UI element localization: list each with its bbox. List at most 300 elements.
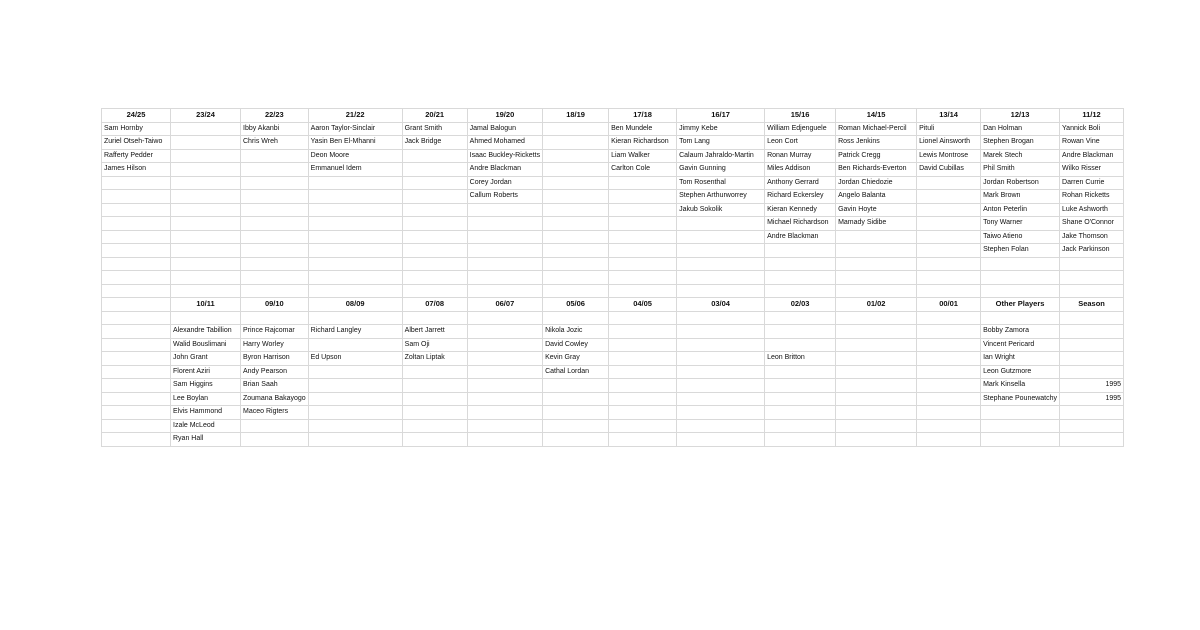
table-cell[interactable] [917, 433, 981, 447]
table-cell[interactable] [402, 406, 467, 420]
table-cell[interactable] [543, 190, 609, 204]
table-cell[interactable] [609, 352, 677, 366]
table-cell[interactable] [402, 257, 467, 271]
table-cell[interactable] [467, 244, 542, 258]
table-cell[interactable] [677, 217, 765, 231]
table-cell[interactable]: Darren Currie [1060, 176, 1124, 190]
table-cell[interactable]: Ben Mundele [609, 122, 677, 136]
table-cell[interactable] [981, 271, 1060, 285]
table-cell[interactable]: Andy Pearson [241, 365, 309, 379]
table-cell[interactable] [609, 379, 677, 393]
table-cell[interactable] [836, 379, 917, 393]
table-cell[interactable] [836, 271, 917, 285]
table-cell[interactable] [836, 406, 917, 420]
table-cell[interactable] [609, 433, 677, 447]
table-cell[interactable] [308, 203, 402, 217]
table-cell[interactable] [917, 176, 981, 190]
column-header-cell[interactable]: 24/25 [102, 109, 171, 123]
table-cell[interactable] [241, 419, 309, 433]
table-cell[interactable]: Ian Wright [981, 352, 1060, 366]
table-cell[interactable]: Chris Wreh [241, 136, 309, 150]
table-cell[interactable]: Anton Peterlin [981, 203, 1060, 217]
table-cell[interactable] [171, 271, 241, 285]
column-header-cell[interactable]: 23/24 [171, 109, 241, 123]
table-cell[interactable] [917, 365, 981, 379]
table-cell[interactable]: Emmanuel Idem [308, 163, 402, 177]
table-cell[interactable]: Deon Moore [308, 149, 402, 163]
table-cell[interactable] [241, 433, 309, 447]
table-cell[interactable] [308, 392, 402, 406]
table-cell[interactable] [102, 176, 171, 190]
table-cell[interactable]: 1995 [1060, 392, 1124, 406]
table-cell[interactable]: Kieran Kennedy [765, 203, 836, 217]
table-cell[interactable] [402, 392, 467, 406]
table-cell[interactable]: Yasin Ben El-Mhanni [308, 136, 402, 150]
table-cell[interactable] [609, 271, 677, 285]
table-cell[interactable] [102, 257, 171, 271]
table-cell[interactable] [917, 406, 981, 420]
table-cell[interactable]: Gavin Hoyte [836, 203, 917, 217]
table-cell[interactable] [102, 230, 171, 244]
table-cell[interactable] [402, 284, 467, 298]
table-cell[interactable] [765, 325, 836, 339]
column-header-cell[interactable]: 12/13 [981, 109, 1060, 123]
table-cell[interactable] [543, 217, 609, 231]
table-cell[interactable] [171, 284, 241, 298]
table-cell[interactable] [836, 244, 917, 258]
table-cell[interactable] [543, 433, 609, 447]
table-cell[interactable] [765, 338, 836, 352]
table-cell[interactable]: Cathal Lordan [543, 365, 609, 379]
column-header-cell[interactable]: Season [1060, 298, 1124, 312]
table-cell[interactable] [102, 190, 171, 204]
table-cell[interactable] [402, 244, 467, 258]
table-cell[interactable]: Marek Stech [981, 149, 1060, 163]
table-cell[interactable] [102, 379, 171, 393]
table-cell[interactable] [543, 163, 609, 177]
table-cell[interactable] [467, 271, 542, 285]
table-cell[interactable]: Jakub Sokolik [677, 203, 765, 217]
table-cell[interactable] [677, 311, 765, 325]
table-cell[interactable] [1060, 352, 1124, 366]
table-cell[interactable] [308, 419, 402, 433]
table-cell[interactable] [609, 176, 677, 190]
column-header-cell[interactable]: 11/12 [1060, 109, 1124, 123]
column-header-cell[interactable]: 03/04 [677, 298, 765, 312]
table-cell[interactable] [917, 392, 981, 406]
table-cell[interactable] [543, 271, 609, 285]
table-cell[interactable] [677, 352, 765, 366]
column-header-cell[interactable]: 17/18 [609, 109, 677, 123]
table-cell[interactable]: Rowan Vine [1060, 136, 1124, 150]
table-cell[interactable]: Prince Rajcomar [241, 325, 309, 339]
table-cell[interactable]: Callum Roberts [467, 190, 542, 204]
table-cell[interactable] [467, 230, 542, 244]
table-cell[interactable] [241, 203, 309, 217]
table-cell[interactable] [1060, 419, 1124, 433]
table-cell[interactable] [609, 257, 677, 271]
column-header-cell[interactable]: 22/23 [241, 109, 309, 123]
table-cell[interactable]: Jamal Balogun [467, 122, 542, 136]
table-cell[interactable] [241, 271, 309, 285]
table-cell[interactable] [171, 311, 241, 325]
table-cell[interactable]: Luke Ashworth [1060, 203, 1124, 217]
table-cell[interactable] [467, 352, 542, 366]
table-cell[interactable] [308, 257, 402, 271]
table-cell[interactable] [171, 217, 241, 231]
table-cell[interactable] [402, 149, 467, 163]
table-cell[interactable] [917, 203, 981, 217]
table-cell[interactable] [765, 406, 836, 420]
table-cell[interactable] [917, 352, 981, 366]
column-header-cell[interactable] [102, 298, 171, 312]
table-cell[interactable] [543, 379, 609, 393]
table-cell[interactable] [171, 230, 241, 244]
table-cell[interactable]: Sam Oji [402, 338, 467, 352]
table-cell[interactable] [171, 257, 241, 271]
table-cell[interactable]: Lionel Ainsworth [917, 136, 981, 150]
table-cell[interactable] [765, 419, 836, 433]
column-header-cell[interactable]: 18/19 [543, 109, 609, 123]
table-cell[interactable] [1060, 406, 1124, 420]
table-cell[interactable] [765, 365, 836, 379]
table-cell[interactable]: Taiwo Atieno [981, 230, 1060, 244]
table-cell[interactable]: Rohan Ricketts [1060, 190, 1124, 204]
table-cell[interactable]: Lewis Montrose [917, 149, 981, 163]
column-header-cell[interactable]: 02/03 [765, 298, 836, 312]
table-cell[interactable] [102, 365, 171, 379]
table-cell[interactable] [241, 311, 309, 325]
table-cell[interactable]: Izale McLeod [171, 419, 241, 433]
table-cell[interactable] [836, 257, 917, 271]
table-cell[interactable] [836, 311, 917, 325]
table-cell[interactable]: Patrick Cregg [836, 149, 917, 163]
table-cell[interactable] [765, 284, 836, 298]
table-cell[interactable]: Alexandre Tabillion [171, 325, 241, 339]
table-cell[interactable] [241, 176, 309, 190]
table-cell[interactable] [1060, 284, 1124, 298]
table-cell[interactable] [677, 433, 765, 447]
table-cell[interactable]: Ed Upson [308, 352, 402, 366]
table-cell[interactable] [241, 284, 309, 298]
table-cell[interactable]: Jordan Robertson [981, 176, 1060, 190]
table-cell[interactable] [308, 176, 402, 190]
table-cell[interactable] [402, 311, 467, 325]
table-cell[interactable] [241, 244, 309, 258]
table-cell[interactable] [609, 406, 677, 420]
table-cell[interactable] [543, 122, 609, 136]
table-cell[interactable] [836, 365, 917, 379]
table-cell[interactable] [836, 392, 917, 406]
table-cell[interactable] [241, 190, 309, 204]
table-cell[interactable] [102, 419, 171, 433]
table-cell[interactable] [102, 284, 171, 298]
table-cell[interactable] [241, 149, 309, 163]
column-header-cell[interactable]: 15/16 [765, 109, 836, 123]
table-cell[interactable]: William Edjenguele [765, 122, 836, 136]
table-cell[interactable] [402, 419, 467, 433]
table-cell[interactable] [467, 217, 542, 231]
table-cell[interactable]: Stephen Folan [981, 244, 1060, 258]
table-cell[interactable] [402, 365, 467, 379]
table-cell[interactable] [308, 433, 402, 447]
table-cell[interactable]: Andre Blackman [467, 163, 542, 177]
table-cell[interactable] [981, 433, 1060, 447]
column-header-cell[interactable]: 06/07 [467, 298, 542, 312]
table-cell[interactable] [981, 311, 1060, 325]
table-cell[interactable] [765, 392, 836, 406]
table-cell[interactable] [308, 284, 402, 298]
table-cell[interactable]: Mamady Sidibe [836, 217, 917, 231]
table-cell[interactable] [543, 203, 609, 217]
table-cell[interactable]: Leon Britton [765, 352, 836, 366]
table-cell[interactable] [981, 257, 1060, 271]
table-cell[interactable]: Ross Jenkins [836, 136, 917, 150]
table-cell[interactable] [917, 325, 981, 339]
table-cell[interactable]: Brian Saah [241, 379, 309, 393]
table-cell[interactable] [241, 257, 309, 271]
table-cell[interactable] [171, 190, 241, 204]
table-cell[interactable] [402, 217, 467, 231]
table-cell[interactable]: Corey Jordan [467, 176, 542, 190]
table-cell[interactable] [467, 257, 542, 271]
table-cell[interactable] [917, 311, 981, 325]
table-cell[interactable]: Ronan Murray [765, 149, 836, 163]
column-header-cell[interactable]: 21/22 [308, 109, 402, 123]
table-cell[interactable]: Andre Blackman [1060, 149, 1124, 163]
table-cell[interactable]: Harry Worley [241, 338, 309, 352]
column-header-cell[interactable]: Other Players [981, 298, 1060, 312]
table-cell[interactable] [765, 379, 836, 393]
table-cell[interactable] [609, 244, 677, 258]
table-cell[interactable] [308, 311, 402, 325]
table-cell[interactable]: Stephen Arthurworrey [677, 190, 765, 204]
table-cell[interactable] [609, 338, 677, 352]
table-cell[interactable]: Zuriel Otseh-Taiwo [102, 136, 171, 150]
table-cell[interactable]: Roman Michael-Percil [836, 122, 917, 136]
column-header-cell[interactable]: 19/20 [467, 109, 542, 123]
table-cell[interactable] [171, 136, 241, 150]
table-cell[interactable]: John Grant [171, 352, 241, 366]
table-cell[interactable] [543, 392, 609, 406]
table-cell[interactable]: David Cubillas [917, 163, 981, 177]
table-cell[interactable] [467, 325, 542, 339]
table-cell[interactable]: Walid Bouslimani [171, 338, 241, 352]
table-cell[interactable]: Richard Langley [308, 325, 402, 339]
table-cell[interactable] [917, 379, 981, 393]
table-cell[interactable] [1060, 365, 1124, 379]
table-cell[interactable]: Kieran Richardson [609, 136, 677, 150]
table-cell[interactable]: Stephen Brogan [981, 136, 1060, 150]
table-cell[interactable] [467, 419, 542, 433]
table-cell[interactable] [543, 311, 609, 325]
table-cell[interactable]: Phil Smith [981, 163, 1060, 177]
table-cell[interactable]: Shane O'Connor [1060, 217, 1124, 231]
table-cell[interactable] [981, 419, 1060, 433]
table-cell[interactable]: David Cowley [543, 338, 609, 352]
column-header-cell[interactable]: 16/17 [677, 109, 765, 123]
table-cell[interactable]: Jimmy Kebe [677, 122, 765, 136]
table-cell[interactable] [1060, 433, 1124, 447]
table-cell[interactable] [765, 244, 836, 258]
table-cell[interactable] [836, 419, 917, 433]
table-cell[interactable] [677, 230, 765, 244]
table-cell[interactable]: Ben Richards-Everton [836, 163, 917, 177]
table-cell[interactable] [102, 203, 171, 217]
table-cell[interactable] [609, 217, 677, 231]
table-cell[interactable] [171, 149, 241, 163]
table-cell[interactable] [402, 230, 467, 244]
column-header-cell[interactable]: 05/06 [543, 298, 609, 312]
table-cell[interactable]: Ibby Akanbi [241, 122, 309, 136]
table-cell[interactable] [609, 325, 677, 339]
table-cell[interactable] [765, 311, 836, 325]
table-cell[interactable]: Leon Gutzmore [981, 365, 1060, 379]
table-cell[interactable] [241, 230, 309, 244]
column-header-cell[interactable]: 04/05 [609, 298, 677, 312]
table-cell[interactable] [1060, 338, 1124, 352]
table-cell[interactable] [241, 163, 309, 177]
table-cell[interactable] [677, 325, 765, 339]
column-header-cell[interactable]: 00/01 [917, 298, 981, 312]
table-cell[interactable]: Yannick Boli [1060, 122, 1124, 136]
table-cell[interactable]: 1995 [1060, 379, 1124, 393]
table-cell[interactable]: Dan Holman [981, 122, 1060, 136]
table-cell[interactable]: Mark Brown [981, 190, 1060, 204]
table-cell[interactable] [402, 190, 467, 204]
table-cell[interactable]: Andre Blackman [765, 230, 836, 244]
table-cell[interactable]: Jack Parkinson [1060, 244, 1124, 258]
table-cell[interactable] [308, 365, 402, 379]
table-cell[interactable]: Nikola Jozic [543, 325, 609, 339]
table-cell[interactable] [102, 433, 171, 447]
table-cell[interactable] [402, 163, 467, 177]
table-cell[interactable] [308, 217, 402, 231]
table-cell[interactable] [467, 338, 542, 352]
table-cell[interactable] [981, 406, 1060, 420]
table-cell[interactable]: James Hilson [102, 163, 171, 177]
table-cell[interactable] [543, 284, 609, 298]
table-cell[interactable] [609, 392, 677, 406]
table-cell[interactable] [677, 284, 765, 298]
table-cell[interactable] [102, 338, 171, 352]
table-cell[interactable] [467, 433, 542, 447]
column-header-cell[interactable]: 08/09 [308, 298, 402, 312]
table-cell[interactable]: Byron Harrison [241, 352, 309, 366]
table-cell[interactable] [677, 379, 765, 393]
table-cell[interactable] [917, 419, 981, 433]
table-cell[interactable] [836, 325, 917, 339]
table-cell[interactable] [836, 433, 917, 447]
table-cell[interactable] [609, 203, 677, 217]
table-cell[interactable] [1060, 311, 1124, 325]
table-cell[interactable] [402, 271, 467, 285]
table-cell[interactable] [609, 230, 677, 244]
table-cell[interactable] [308, 271, 402, 285]
table-cell[interactable]: Angelo Balanta [836, 190, 917, 204]
table-cell[interactable] [609, 190, 677, 204]
table-cell[interactable] [765, 433, 836, 447]
table-cell[interactable] [308, 406, 402, 420]
table-cell[interactable]: Tom Lang [677, 136, 765, 150]
table-cell[interactable]: Zoumana Bakayogo [241, 392, 309, 406]
table-cell[interactable] [543, 257, 609, 271]
table-cell[interactable] [677, 257, 765, 271]
table-cell[interactable] [765, 271, 836, 285]
table-cell[interactable] [467, 406, 542, 420]
table-cell[interactable] [917, 190, 981, 204]
table-cell[interactable] [102, 352, 171, 366]
table-cell[interactable] [609, 284, 677, 298]
table-cell[interactable]: Sam Hornby [102, 122, 171, 136]
column-header-cell[interactable]: 14/15 [836, 109, 917, 123]
table-cell[interactable] [308, 244, 402, 258]
table-cell[interactable]: Lee Boylan [171, 392, 241, 406]
table-cell[interactable]: Tom Rosenthal [677, 176, 765, 190]
table-cell[interactable]: Albert Jarrett [402, 325, 467, 339]
table-cell[interactable] [609, 419, 677, 433]
table-cell[interactable] [543, 176, 609, 190]
table-cell[interactable] [308, 379, 402, 393]
table-cell[interactable] [677, 419, 765, 433]
table-cell[interactable]: Ahmed Mohamed [467, 136, 542, 150]
table-cell[interactable] [677, 244, 765, 258]
table-cell[interactable] [677, 365, 765, 379]
table-cell[interactable]: Grant Smith [402, 122, 467, 136]
table-cell[interactable] [467, 311, 542, 325]
table-cell[interactable]: Wilko Risser [1060, 163, 1124, 177]
table-cell[interactable] [836, 338, 917, 352]
table-cell[interactable]: Stephane Pounewatchy [981, 392, 1060, 406]
table-cell[interactable] [402, 203, 467, 217]
table-cell[interactable] [543, 149, 609, 163]
table-cell[interactable] [543, 230, 609, 244]
table-cell[interactable] [402, 379, 467, 393]
table-cell[interactable] [981, 284, 1060, 298]
table-cell[interactable]: Leon Cort [765, 136, 836, 150]
table-cell[interactable]: Jake Thomson [1060, 230, 1124, 244]
table-cell[interactable] [609, 311, 677, 325]
table-cell[interactable]: Anthony Gerrard [765, 176, 836, 190]
table-cell[interactable]: Tony Warner [981, 217, 1060, 231]
table-cell[interactable]: Gavin Gunning [677, 163, 765, 177]
table-cell[interactable]: Carlton Cole [609, 163, 677, 177]
table-cell[interactable] [543, 244, 609, 258]
table-cell[interactable] [836, 352, 917, 366]
table-cell[interactable] [171, 163, 241, 177]
table-cell[interactable]: Bobby Zamora [981, 325, 1060, 339]
table-cell[interactable] [917, 284, 981, 298]
table-cell[interactable] [677, 338, 765, 352]
table-cell[interactable]: Zoltan Liptak [402, 352, 467, 366]
table-cell[interactable] [308, 338, 402, 352]
table-cell[interactable] [836, 284, 917, 298]
table-cell[interactable]: Kevin Gray [543, 352, 609, 366]
table-cell[interactable] [102, 311, 171, 325]
table-cell[interactable] [836, 230, 917, 244]
table-cell[interactable] [543, 136, 609, 150]
table-cell[interactable] [102, 392, 171, 406]
table-cell[interactable]: Richard Eckersley [765, 190, 836, 204]
table-cell[interactable] [171, 244, 241, 258]
table-cell[interactable]: Jack Bridge [402, 136, 467, 150]
table-cell[interactable] [467, 379, 542, 393]
table-cell[interactable] [102, 325, 171, 339]
table-cell[interactable] [1060, 271, 1124, 285]
table-cell[interactable]: Calaum Jahraldo-Martin [677, 149, 765, 163]
table-cell[interactable] [609, 365, 677, 379]
table-cell[interactable] [402, 433, 467, 447]
